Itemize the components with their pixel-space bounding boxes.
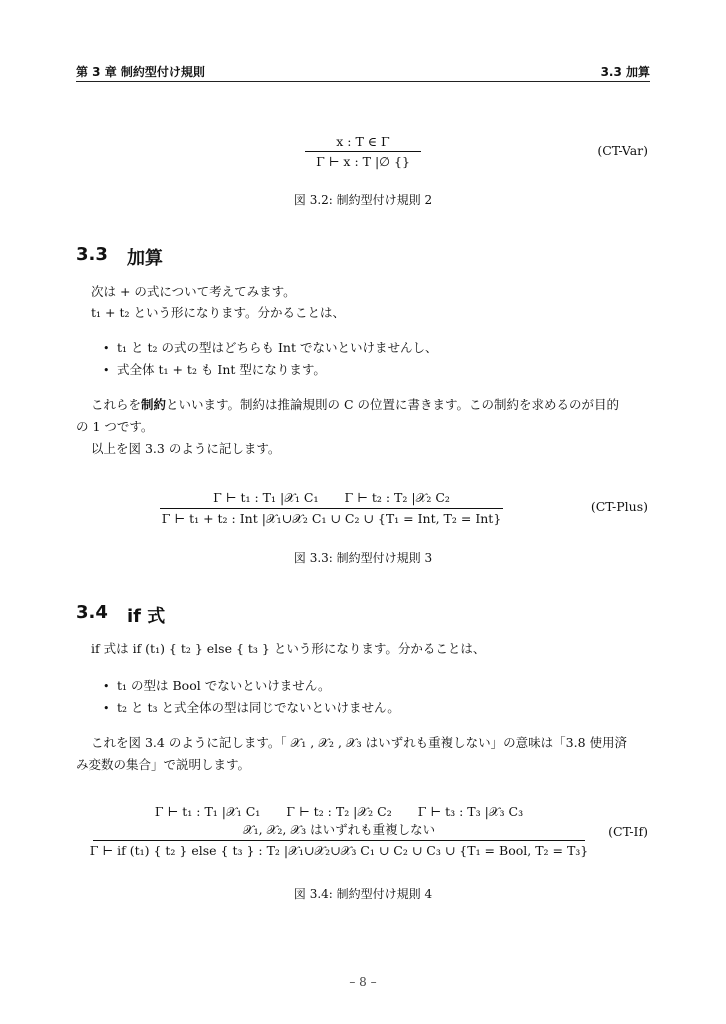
- section-number: 3.4: [76, 602, 108, 623]
- rule-conclusion: Γ ⊢ x : T |∅ {}: [316, 154, 410, 169]
- paragraph: み変数の集合」で説明します。: [76, 757, 251, 772]
- section-title: if 式: [127, 606, 166, 627]
- section-title: 加算: [127, 248, 163, 269]
- rule-name: (CT-Plus): [590, 499, 648, 514]
- rule-name: (CT-Var): [597, 143, 648, 158]
- list-item: 式全体 t₁ + t₂ も Int 型になります。: [117, 362, 326, 377]
- list-item: t₁ と t₂ の式の型はどちらも Int でないといけませんし、: [117, 340, 438, 355]
- paragraph: 次は + の式について考えてみます。: [91, 284, 296, 299]
- running-header-section: 3.3 加算: [600, 65, 650, 79]
- running-header-chapter: 第 3 章 制約型付け規則: [76, 65, 205, 79]
- bullet-icon: •: [103, 342, 110, 355]
- rule-side-condition: 𝒳₁, 𝒳₂, 𝒳₃ はいずれも重複しない: [242, 822, 436, 837]
- figure-caption: 図 3.3: 制約型付け規則 3: [293, 551, 433, 565]
- bullet-icon: •: [103, 364, 110, 377]
- bullet-icon: •: [103, 702, 110, 715]
- rule-conclusion: Γ ⊢ t₁ + t₂ : Int |𝒳₁∪𝒳₂ C₁ ∪ C₂ ∪ {T₁ = Int, T₂ = Int}: [161, 511, 502, 526]
- rule-name: (CT-If): [608, 824, 648, 839]
- header-rule: [76, 81, 650, 82]
- inference-rule-ct-plus: [160, 490, 503, 527]
- section-number: 3.3: [76, 244, 108, 265]
- paragraph: これを図 3.4 のように記します。「 𝒳₁ , 𝒳₂ , 𝒳₃ はいずれも重複しない」の意味は「3.8 使用済: [91, 735, 628, 750]
- list-item: t₁ の型は Bool でないといけません。: [117, 678, 331, 693]
- inference-rule-ct-if: [89, 804, 589, 859]
- figure-caption: 図 3.2: 制約型付け規則 2: [293, 193, 433, 207]
- rule-premise: Γ ⊢ t₃ : T₃ |𝒳₃ C₃: [417, 804, 524, 819]
- bold-term: 制約: [141, 397, 167, 412]
- rule-conclusion: Γ ⊢ if (t₁) { t₂ } else { t₃ } : T₂ |𝒳₁∪𝒳₂∪𝒳₃ C₁ ∪ C₂ ∪ C₃ ∪ {T₁ = Bool, T₂ = T₃}: [89, 843, 589, 858]
- list-item: t₂ と t₃ と式全体の型は同じでないといけません。: [117, 700, 400, 715]
- inference-rule-ct-var: [305, 134, 421, 169]
- paragraph: if 式は if (t₁) { t₂ } else { t₃ } という形になります。分かることは、: [91, 641, 486, 656]
- paragraph: の 1 つです。: [76, 419, 154, 434]
- page-number: – 8 –: [349, 975, 377, 989]
- rule-premise: Γ ⊢ t₁ : T₁ |𝒳₁ C₁: [154, 804, 261, 819]
- bullet-icon: •: [103, 680, 110, 693]
- rule-premise: Γ ⊢ t₂ : T₂ |𝒳₂ C₂: [286, 804, 392, 819]
- paragraph: 以上を図 3.3 のように記します。: [91, 441, 281, 456]
- rule-premise: Γ ⊢ t₂ : T₂ |𝒳₂ C₂: [344, 490, 450, 505]
- inference-bar: [93, 840, 585, 841]
- rule-premise: x : T ∈ Γ: [336, 134, 390, 149]
- rule-premises: [151, 804, 527, 820]
- paragraph: t₁ + t₂ という形になります。分かることは、: [91, 305, 345, 320]
- figure-caption: 図 3.4: 制約型付け規則 4: [293, 887, 433, 901]
- rule-premise: Γ ⊢ t₁ : T₁ |𝒳₁ C₁: [213, 490, 319, 505]
- paragraph: これらを制約といいます。制約は推論規則の C の位置に書きます。この制約を求めるのが目的: [91, 397, 620, 412]
- inference-bar: [305, 151, 421, 152]
- rule-premises: [209, 490, 454, 506]
- inference-bar: [160, 508, 503, 509]
